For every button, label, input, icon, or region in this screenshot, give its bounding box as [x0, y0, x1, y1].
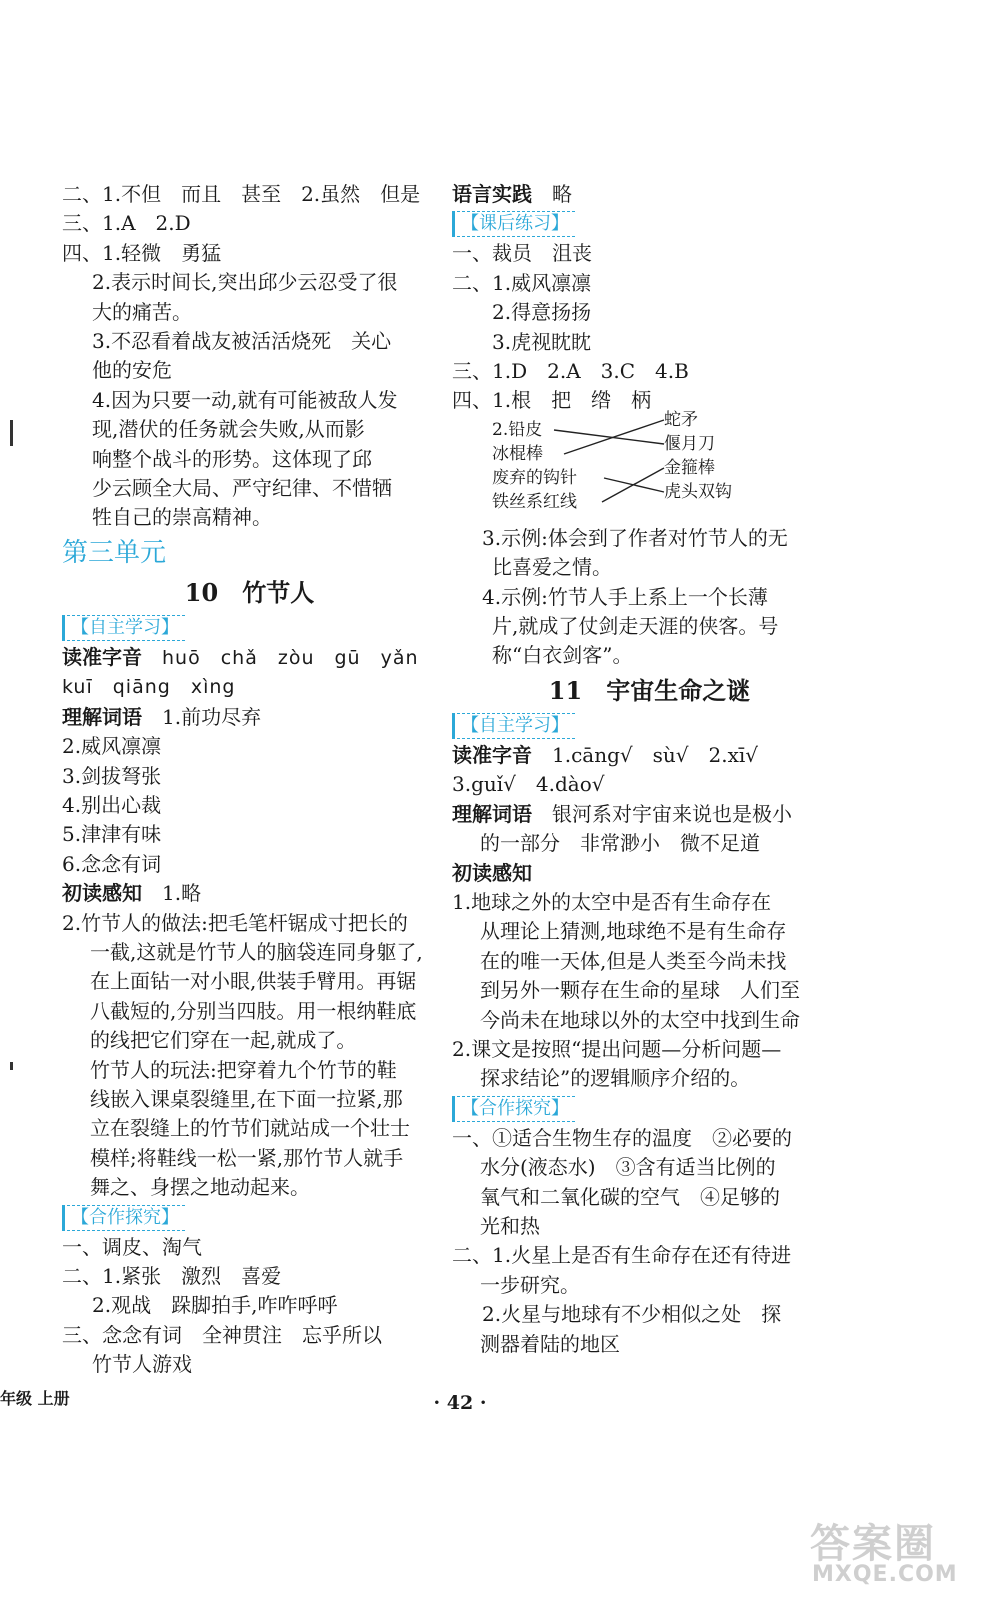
text-line: 3.虎视眈眈	[492, 329, 592, 354]
text-line: 二、1.紧张 激烈 喜爱	[62, 1264, 282, 1288]
text-line: 四、1.根 把 绺 柄	[452, 388, 652, 413]
text-line: 三、1.A 2.D	[62, 211, 191, 236]
text-line: 线嵌入课桌裂缝里,在下面一拉紧,那	[90, 1086, 403, 1111]
text-line: 一截,这就是竹节人的脑袋连同身躯了,	[90, 939, 423, 964]
match-left-list	[492, 418, 577, 514]
text-line: 3.guǐ√ 4.dào√	[452, 772, 605, 797]
text-span: 银河系对宇宙来说也是极小	[552, 801, 792, 826]
text-line: 三、念念有词 全神贯注 忘乎所以	[62, 1322, 382, 1347]
text-line: 的一部分 非常渺小 微不足道	[480, 831, 760, 856]
match-line	[564, 420, 664, 454]
lesson-title: 11 宇宙生命之谜	[548, 675, 751, 705]
section-tag: 【合作探究】	[62, 1205, 185, 1231]
text-line: 比喜爱之情。	[492, 555, 612, 580]
text-line: 二、1.火星上是否有生命存在还有待进	[452, 1243, 792, 1268]
text-line: 测器着陆的地区	[480, 1331, 620, 1356]
match-left-item: 2.铅皮	[492, 419, 543, 440]
text-line: 探求结论”的逻辑顺序介绍的。	[480, 1066, 751, 1091]
match-right-item: 金箍棒	[664, 457, 715, 478]
match-line	[602, 468, 664, 502]
page-number: · 42 ·	[433, 1392, 487, 1414]
text-line: 竹节人的玩法:把穿着九个竹节的鞋	[90, 1057, 397, 1082]
unit-title: 第三单元	[62, 537, 167, 568]
text-line: 在上面钻一对小眼,供装手臂用。再锯	[90, 969, 417, 994]
text-line: 他的安危	[92, 358, 172, 383]
text-line: 今尚未在地球以外的太空中找到生命	[480, 1007, 800, 1032]
text-line: 一、调皮、淘气	[62, 1234, 202, 1259]
text-line: 2.表示时间长,突出邱少云忍受了很	[92, 270, 398, 295]
text-line: 氧气和二氧化碳的空气 ④足够的	[480, 1184, 780, 1209]
item-label: 初读感知	[62, 881, 142, 906]
text-line: 现,潜伏的任务就会失败,从而影	[92, 417, 365, 442]
item-label: 理解词语	[62, 704, 142, 729]
footer-grade: 年级 上册	[0, 1389, 70, 1408]
text-line: 二、1.威风凛凛	[452, 270, 592, 295]
text-line: 一、①适合生物生存的温度 ②必要的	[452, 1125, 792, 1150]
text-line: 称“白衣剑客”。	[492, 643, 633, 668]
item-label: 读准字音	[62, 644, 142, 669]
item-label: 理解词语	[452, 801, 532, 826]
text-span: 略	[552, 182, 572, 206]
pinyin-text: kuī qiāng xìng	[62, 676, 236, 699]
scan-mark	[10, 420, 13, 446]
text-line: 大的痛苦。	[92, 299, 192, 324]
text-line: 水分(液态水) ③含有适当比例的	[480, 1155, 776, 1180]
section-tag: 【自主学习】	[62, 615, 185, 641]
text-line: 竹节人游戏	[92, 1352, 192, 1377]
text-line: 6.念念有词	[62, 851, 162, 876]
text-line: 从理论上猜测,地球绝不是有生命存	[480, 919, 787, 944]
pinyin-text: huō chǎ zòu gū yǎn	[162, 646, 419, 669]
text-line: 2.竹节人的做法:把毛笔杆锯成寸把长的	[62, 910, 408, 935]
text-line: 二、1.不但 而且 甚至 2.虽然 但是	[62, 182, 421, 206]
lesson-title: 10 竹节人	[184, 577, 315, 607]
section-tag: 【自主学习】	[452, 713, 575, 739]
scan-mark	[10, 1062, 13, 1070]
text-span: 1.略	[162, 881, 202, 906]
text-line: 4.别出心裁	[62, 792, 162, 817]
text-line: 2.得意扬扬	[492, 300, 592, 325]
watermark	[810, 1512, 985, 1592]
watermark-logo: 答案圈	[810, 1521, 936, 1567]
match-right-item: 偃月刀	[664, 433, 715, 454]
text-line: 4.示例:竹节人手上系上一个长薄	[482, 584, 768, 609]
text-line: 响整个战斗的形势。这体现了邱	[92, 446, 372, 471]
item-label: 语言实践	[452, 182, 532, 206]
text-span: 1.cāng√ sù√ 2.xī√	[552, 742, 759, 767]
watermark-url: MXQE.COM	[812, 1562, 958, 1587]
text-line: 3.示例:体会到了作者对竹节人的无	[482, 525, 788, 550]
text-line: 一、裁员 沮丧	[452, 241, 592, 266]
text-line: 1.地球之外的太空中是否有生命存在	[452, 889, 772, 914]
match-left-item: 冰棍棒	[492, 443, 543, 464]
text-line: 模样;将鞋线一松一紧,那竹节人就手	[90, 1145, 404, 1170]
item-label: 读准字音	[452, 742, 532, 767]
section-tag: 【课后练习】	[452, 211, 575, 237]
text-line: 立在裂缝上的竹节们就站成一个壮士	[90, 1116, 410, 1141]
text-span: 1.前功尽弃	[162, 704, 262, 729]
right-column	[452, 180, 847, 1359]
match-left-item: 废弃的钩针	[492, 467, 577, 488]
text-line: 片,就成了仗剑走天涯的侠客。号	[492, 614, 779, 639]
text-line: 牲自己的崇高精神。	[92, 505, 272, 530]
match-left-item: 铁丝系红线	[492, 491, 577, 512]
matching-diagram	[492, 409, 847, 524]
section-tag: 【合作探究】	[452, 1096, 575, 1122]
text-line: 3.不忍看着战友被活活烧死 关心	[92, 329, 392, 354]
text-line: 三、1.D 2.A 3.C 4.B	[452, 359, 689, 384]
text-line: 八截短的,分别当四肢。用一根纳鞋底	[90, 998, 417, 1023]
text-line: 2.课文是按照“提出问题—分析问题—	[452, 1036, 782, 1061]
left-column	[62, 180, 437, 1380]
text-line: 的线把它们穿在一起,就成了。	[90, 1028, 357, 1053]
match-right-list	[664, 408, 732, 504]
item-label: 初读感知	[452, 860, 532, 885]
text-line: 四、1.轻微 勇猛	[62, 240, 222, 265]
match-right-item: 虎头双钩	[664, 481, 732, 502]
text-line: 到另外一颗存在生命的星球 人们至	[480, 978, 800, 1003]
text-line: 一步研究。	[480, 1272, 580, 1297]
text-line: 舞之、身摆之地动起来。	[90, 1175, 310, 1200]
text-line: 在的唯一天体,但是人类至今尚未找	[480, 948, 787, 973]
text-line: 2.威风凛凛	[62, 734, 162, 759]
text-line: 2.观战 跺脚拍手,咋咋呼呼	[92, 1293, 338, 1318]
text-line: 光和热	[480, 1213, 540, 1238]
text-line: 5.津津有味	[62, 822, 162, 847]
match-right-item: 蛇矛	[664, 409, 698, 430]
text-line: 4.因为只要一动,就有可能被敌人发	[92, 387, 398, 412]
text-line: 少云顾全大局、严守纪律、不惜牺	[92, 476, 392, 501]
text-line: 2.火星与地球有不少相似之处 探	[482, 1302, 782, 1327]
text-line: 3.剑拔弩张	[62, 763, 162, 788]
